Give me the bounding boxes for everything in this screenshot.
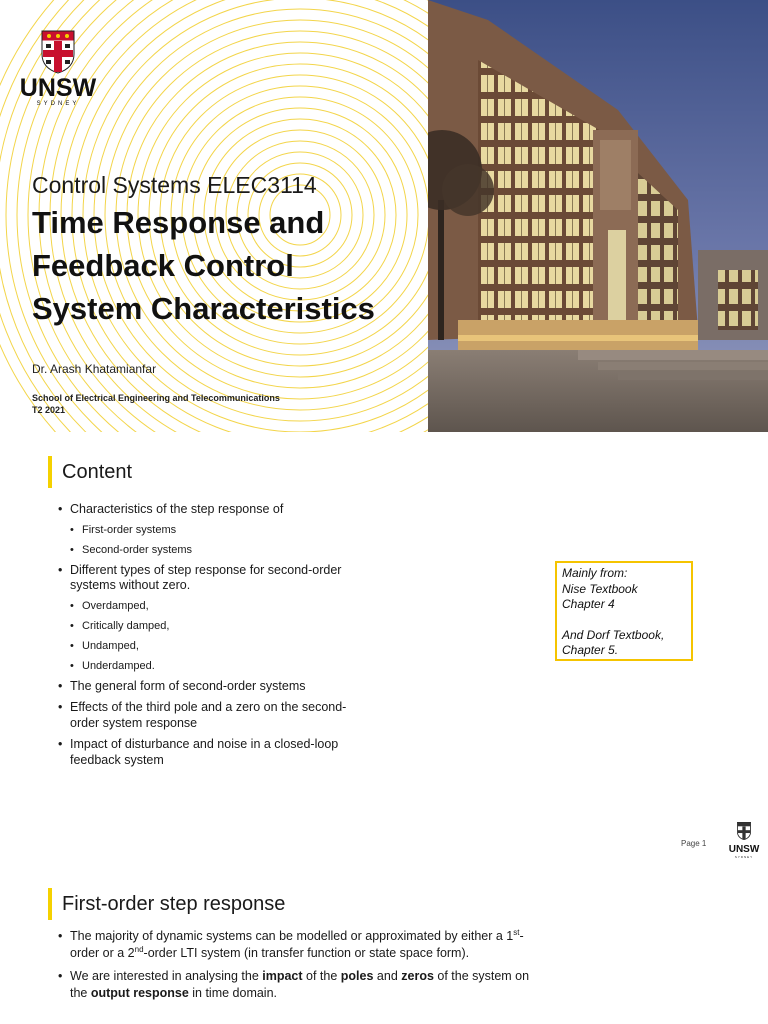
list-item xyxy=(58,563,358,673)
bold-term: poles xyxy=(340,969,374,983)
slide-heading: Content xyxy=(48,456,132,488)
list-item: • Undamped, xyxy=(70,639,358,653)
first-order-bullet-list xyxy=(58,928,548,1008)
author-name: Dr. Arash Khatamianfar xyxy=(32,362,157,376)
sub-bullet-list xyxy=(70,599,358,673)
list-item xyxy=(58,928,548,962)
title-line: Feedback Control xyxy=(32,248,294,283)
superscript: st xyxy=(513,927,520,937)
course-name: Control Systems ELEC3114 xyxy=(32,172,317,198)
presentation-title xyxy=(32,201,432,330)
logo-wordmark: UNSW xyxy=(728,844,760,855)
text-run: in time domain. xyxy=(188,986,278,1000)
text-run: The majority of dynamic systems can be modelled or approximated by either a 1 xyxy=(70,929,514,943)
content-slide xyxy=(0,444,768,864)
school-name: School of Electrical Engineering and Telecommunications xyxy=(32,393,280,403)
unsw-shield-icon xyxy=(41,30,75,74)
list-item xyxy=(58,968,548,1002)
bold-term: impact xyxy=(262,969,303,983)
slide-heading: First-order step response xyxy=(48,888,285,920)
logo-subtitle: SYDNEY xyxy=(36,101,80,107)
page-number: Page 1 xyxy=(681,839,707,848)
unsw-small-logo xyxy=(724,822,764,859)
list-item: • Critically damped, xyxy=(70,619,358,633)
source-line: Chapter 5. xyxy=(562,643,619,657)
title-line: Time Response and xyxy=(32,205,325,240)
first-order-slide xyxy=(0,876,768,1024)
school-info xyxy=(32,392,280,416)
list-item: • Impact of disturbance and noise in a closed-loop feedback system xyxy=(58,737,358,768)
logo-wordmark: UNSW xyxy=(19,74,97,102)
superscript: nd xyxy=(134,944,144,954)
logo-subtitle: SYDNEY xyxy=(734,855,754,859)
unsw-logo xyxy=(18,30,98,107)
list-item xyxy=(58,502,358,557)
bold-term: output response xyxy=(90,986,189,1000)
unsw-shield-icon xyxy=(737,822,751,840)
text-run: -order or a 2 xyxy=(70,929,524,960)
title-slide xyxy=(0,0,768,432)
building-photo xyxy=(428,0,768,432)
list-item: • Second-order systems xyxy=(70,543,358,557)
sub-bullet-list xyxy=(70,523,358,557)
bullet-text: Different types of step response for second-order systems without zero. xyxy=(70,562,342,592)
list-item: • First-order systems xyxy=(70,523,358,537)
term-label: T2 2021 xyxy=(32,405,66,415)
title-line: System Characteristics xyxy=(32,291,375,326)
content-bullet-list xyxy=(58,502,358,774)
source-reference-box xyxy=(555,561,693,661)
list-item: • Underdamped. xyxy=(70,659,358,673)
list-item: • Overdamped, xyxy=(70,599,358,613)
source-line: Chapter 4 xyxy=(562,597,615,611)
text-run: We are interested in analysing the xyxy=(70,969,263,983)
bold-term: zeros xyxy=(401,969,434,983)
bullet-text: Characteristics of the step response of xyxy=(70,502,284,516)
source-line: And Dorf Textbook, xyxy=(562,627,665,642)
source-line: Mainly from: xyxy=(562,566,628,580)
source-line: Nise Textbook xyxy=(562,581,638,596)
list-item: • The general form of second-order systems xyxy=(58,679,358,695)
text-run: -order LTI system (in transfer function or state space form). xyxy=(143,946,470,960)
text-run: and xyxy=(373,969,402,983)
list-item: • Effects of the third pole and a zero on the second-order system response xyxy=(58,700,358,731)
text-run: of the system on the xyxy=(70,969,530,1000)
text-run: of the xyxy=(302,969,341,983)
